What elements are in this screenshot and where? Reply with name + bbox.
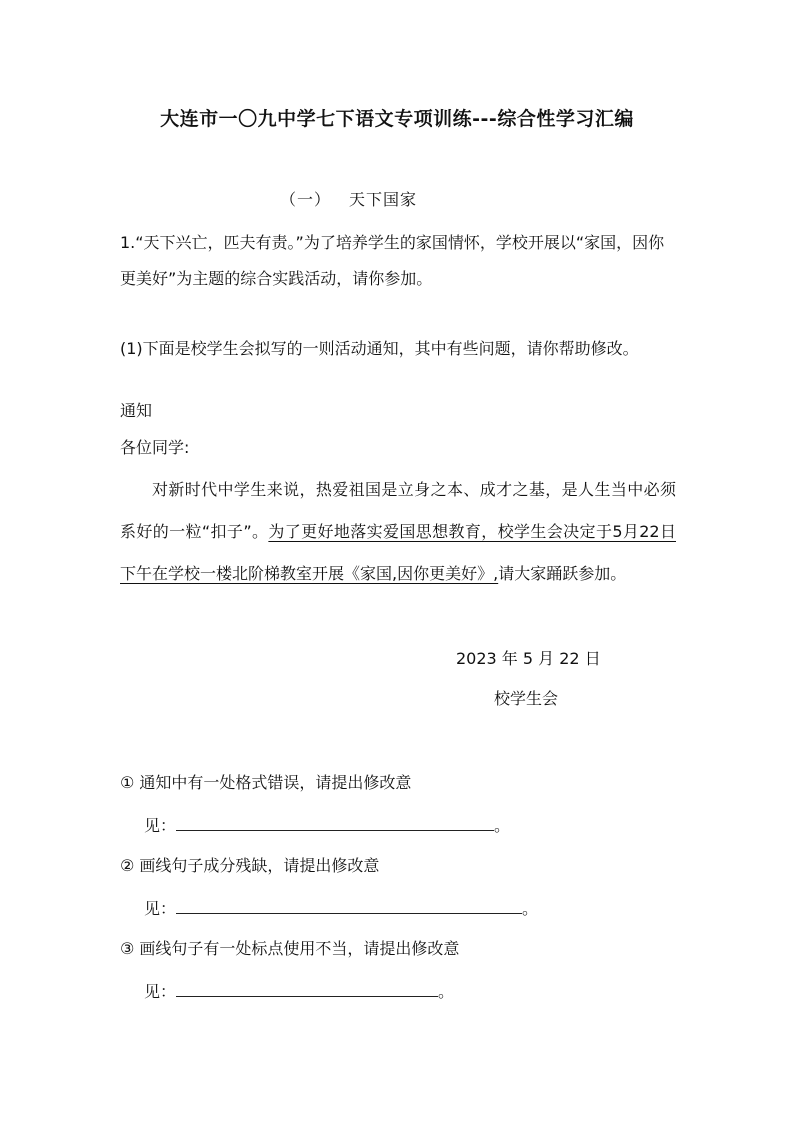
notice-body-plain: 对新时代中学生来说，热爱祖国是立身之本、成才之基，是人生当中必须系好的一粒“扣子”。 [120, 480, 676, 541]
task-2-answer-blank[interactable] [176, 893, 522, 914]
notice-greeting: 各位同学: [120, 438, 190, 457]
task-3-prompt: ③ 画线句子有一处标点使用不当，请提出修改意 [120, 939, 460, 958]
question-1-sub-1: (1)下面是校学生会拟写的一则活动通知，其中有些问题，请你帮助修改。 [120, 339, 639, 358]
document-title: 大连市一〇九中学七下语文专项训练---综合性学习汇编 [160, 108, 634, 130]
task-1-answer-suffix: 。 [494, 816, 511, 835]
section-number: （一） [280, 190, 332, 209]
task-1-answer-line [144, 808, 510, 844]
section-name: 天下国家 [349, 190, 418, 209]
section-heading [280, 187, 417, 210]
task-2-prompt: ② 画线句子成分残缺，请提出修改意 [120, 856, 380, 875]
task-1-answer-prefix: 见： [144, 816, 177, 835]
task-2-answer-suffix: 。 [522, 899, 539, 918]
notice-body [120, 469, 676, 595]
task-1-answer-blank[interactable] [176, 810, 494, 831]
task-2-answer-prefix: 见： [144, 899, 177, 918]
task-3-answer-prefix: 见： [144, 982, 177, 1001]
task-1-prompt: ① 通知中有一处格式错误，请提出修改意 [120, 773, 412, 792]
notice-underlined-sentence: 为了更好地落实爱国思想教育，校学生会决定于5月22日下午在学校一楼北阶梯教室开展《家国,因你更美好》, [120, 522, 676, 583]
notice-heading: 通知 [120, 401, 153, 420]
task-3-answer-blank[interactable] [176, 976, 438, 997]
task-2-answer-line [144, 891, 538, 927]
question-1-prompt: 1.“天下兴亡，匹夫有责。”为了培养学生的家国情怀，学校开展以“家国，因你更美好”为主题的综合实践活动，请你参加。 [120, 233, 665, 288]
task-3-answer-line [144, 974, 454, 1010]
task-3-answer-suffix: 。 [438, 982, 455, 1001]
notice-date: 2023 年 5 月 22 日 [456, 649, 601, 668]
notice-signature: 校学生会 [494, 689, 559, 708]
notice-body-end: 请大家踊跃参加。 [498, 564, 627, 583]
